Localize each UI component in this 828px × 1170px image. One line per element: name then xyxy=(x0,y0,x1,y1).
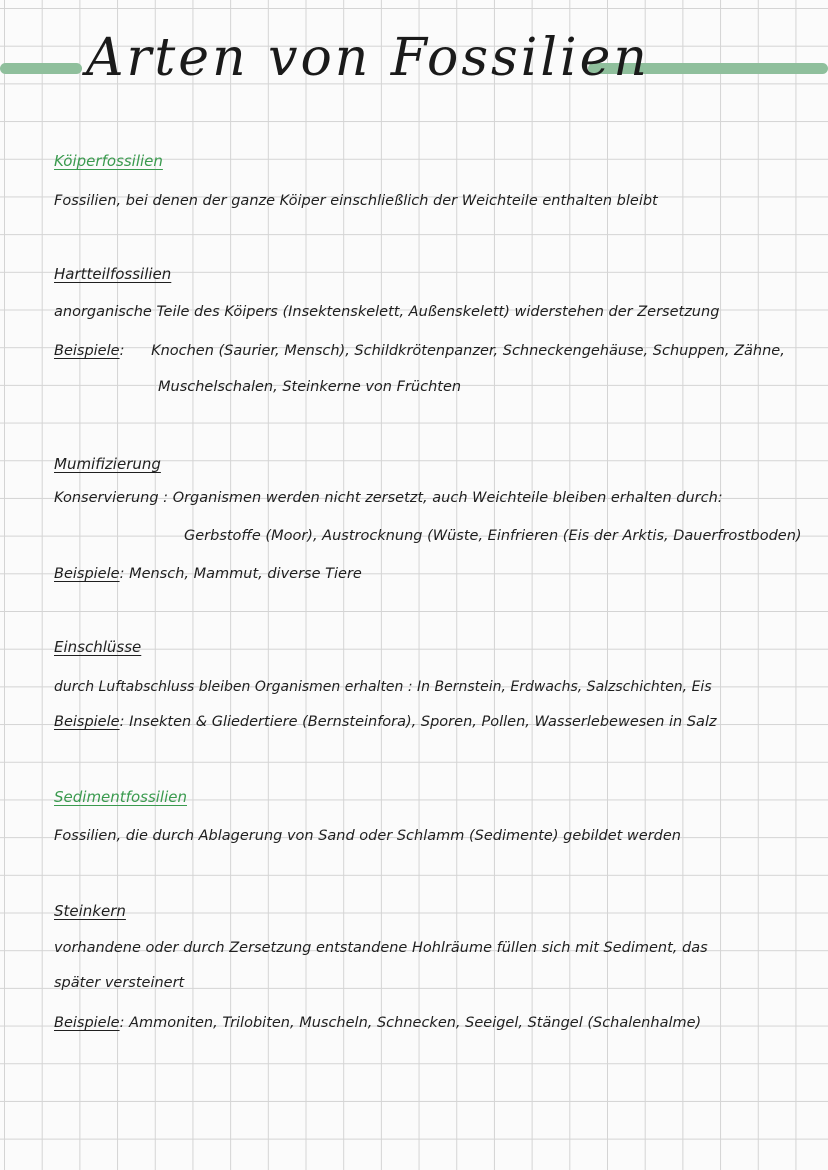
examples-text: Insekten & Gliedertiere (Bernsteinfora), Sporen, Pollen, Wasserlebewesen in Salz xyxy=(129,714,717,730)
steinkern-definition-cont: später versteinert xyxy=(54,975,185,991)
steinkern-examples: Beispiele: Ammoniten, Trilobiten, Muscheln, Schnecken, Seeigel, Stängel (Schalenhalme) xyxy=(54,1015,702,1031)
steinkern-definition: vorhandene oder durch Zersetzung entstandene Hohlräume füllen sich mit Sediment, das xyxy=(54,940,708,956)
section-heading-koerperfossilien: Köiperfossilien xyxy=(54,152,163,170)
title-highlight-left xyxy=(0,63,82,74)
mumifizierung-konservierung-cont: Gerbstoffe (Moor), Austrocknung (Wüste, Einfrieren (Eis der Arktis, Dauerfrostboden) xyxy=(184,528,802,544)
konservierung-text: Organismen werden nicht zersetzt, auch Weichteile bleiben erhalten durch: xyxy=(172,490,723,506)
examples-label: Beispiele xyxy=(54,343,120,359)
hartteilfossilien-examples: Beispiele: Knochen (Saurier, Mensch), Schildkrötenpanzer, Schneckengehäuse, Schuppen, Zähne, xyxy=(54,343,785,359)
section-heading-sedimentfossilien: Sedimentfossilien xyxy=(54,788,187,806)
mumifizierung-konservierung: Konservierung : Organismen werden nicht zersetzt, auch Weichteile bleiben erhalten durch: xyxy=(54,490,723,506)
section-heading-steinkern: Steinkern xyxy=(54,902,126,920)
koerperfossilien-definition: Fossilien, bei denen der ganze Köiper einschließlich der Weichteile enthalten bleibt xyxy=(54,193,658,209)
mumifizierung-examples: Beispiele: Mensch, Mammut, diverse Tiere xyxy=(54,566,362,582)
section-heading-mumifizierung: Mumifizierung xyxy=(54,455,161,473)
hartteilfossilien-definition: anorganische Teile des Köipers (Insektenskelett, Außenskelett) widerstehen der Zersetzung xyxy=(54,304,720,320)
examples-label: Beispiele xyxy=(54,566,120,582)
hartteilfossilien-examples-cont: Muschelschalen, Steinkerne von Früchten xyxy=(158,379,462,395)
sedimentfossilien-definition: Fossilien, die durch Ablagerung von Sand oder Schlamm (Sedimente) gebildet werden xyxy=(54,828,681,844)
examples-label: Beispiele xyxy=(54,714,120,730)
konservierung-label: Konservierung xyxy=(54,490,159,506)
einschluesse-definition: durch Luftabschluss bleiben Organismen erhalten : In Bernstein, Erdwachs, Salzschichten, Eis xyxy=(54,679,712,695)
examples-text: Mensch, Mammut, diverse Tiere xyxy=(129,566,362,582)
examples-label: Beispiele xyxy=(54,1015,120,1031)
einschluesse-examples: Beispiele: Insekten & Gliedertiere (Bernsteinfora), Sporen, Pollen, Wasserlebewesen in Salz xyxy=(54,714,717,730)
examples-text: Ammoniten, Trilobiten, Muscheln, Schnecken, Seeigel, Stängel (Schalenhalme) xyxy=(129,1015,702,1031)
page-title: Arten von Fossilien xyxy=(86,28,650,88)
section-heading-einschluesse: Einschlüsse xyxy=(54,638,142,656)
examples-text: Knochen (Saurier, Mensch), Schildkrötenpanzer, Schneckengehäuse, Schuppen, Zähne, xyxy=(151,343,785,359)
section-heading-hartteilfossilien: Hartteilfossilien xyxy=(54,265,172,283)
